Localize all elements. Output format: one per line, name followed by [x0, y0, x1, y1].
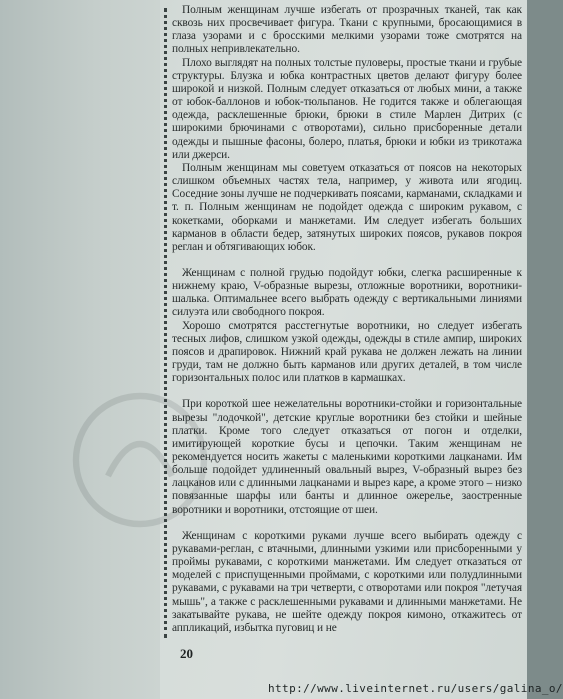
- paragraph-gap: [172, 517, 522, 530]
- paragraph: При короткой шее нежелательны воротники-стойки и горизонтальные вырезы "лодочкой", детские круглые воротники без стойки и шейные платки. Кроме того следует отказаться от погон и отделки, имитирующей короткие бусы и цепочки. Таким женщинам не рекомендуется носить жакеты с маленькими короткими лацканами. Им больше подойдет удлиненный овальный вырез, V-образный вырез без лацканов или с длинными лацканами и вырез каре, а кроме этого – низко повязанные шарфы или банты и длинное ожерелье, заостренные воротники и воротники, отстоящие от шеи.: [172, 398, 522, 516]
- dotted-divider: [164, 8, 167, 638]
- paragraph: Плохо выглядят на полных толстые пуловеры, простые ткани и грубые структуры. Блузка и юбка контрастных цветов делают фигуру более широкой и низкой. Полным следует отказаться от любых мини, а также от юбок-баллонов и юбок-тюльпанов. Не годится также и облегающая одежда, расклешенные брюки, брюки в стиле Марлен Дитрих (с широкими брючинами с отворотами), сильно присборенные детали одежды и пышные фасоны, болеро, платья, брюки и юбки из трикотажа или джерси.: [172, 56, 522, 161]
- paragraph: Женщинам с полной грудью подойдут юбки, слегка расширенные к нижнему краю, V-образные вырезы, отложные воротники, воротники-шалька. Оптимальнее всего выбрать одежду с вертикальными линиями силуэта или свободного покроя.: [172, 266, 522, 319]
- paragraph-gap: [172, 254, 522, 267]
- article-text: [172, 4, 522, 635]
- paragraph: Женщинам с короткими руками лучше всего выбирать одежду с рукавами-реглан, с втачными, длинными узкими или присборенными у проймы рукавами, с короткими манжетами. Им следует отказаться от моделей с приспущенными проймами, с короткими или полудлинными рукавами, с рукавами на три четверти, с отворотами или покроя "летучая мышь", а также с расклешенными рукавами и длинными манжетами. Не закатывайте рукава, не шейте одежду покроя кимоно, откажитесь от аппликаций, избытка пуговиц и не: [172, 529, 522, 634]
- paragraph: Полным женщинам мы советуем отказаться от поясов на некоторых слишком объемных частях тела, например, у живота или ягодиц. Соседние зоны лучше не подчеркивать поясами, карманами, складками и т. п. Полным женщинам не подойдет одежда с широким рукавом, с кокетками, оборками и манжетами. Им следует избегать больших карманов в области бедер, затянутых широких поясов, рукавов покроя реглан и обтягивающих юбок.: [172, 161, 522, 253]
- paragraph: Хорошо смотрятся расстегнутые воротники, но следует избегать тесных лифов, слишком узкой одежды, одежды в стиле ампир, широких поясов и драпировок. Нижний край рукава не должен лежать на линии груди, там не должно быть карманов или других деталей, в том числе горизонтальных полос или платков в кармашках.: [172, 319, 522, 385]
- paragraph: Полным женщинам лучше избегать от прозрачных тканей, так как сквозь них просвечивает фигура. Ткани с крупными, бросающимися в глаза узорами и с бросскими мелкими узорами тоже смотрятся на полных непривлекательно.: [172, 4, 522, 56]
- page-number: 20: [180, 646, 193, 661]
- paragraph-gap: [172, 385, 522, 398]
- left-margin: [0, 0, 160, 699]
- source-url[interactable]: http://www.liveinternet.ru/users/galina_o/: [268, 682, 563, 695]
